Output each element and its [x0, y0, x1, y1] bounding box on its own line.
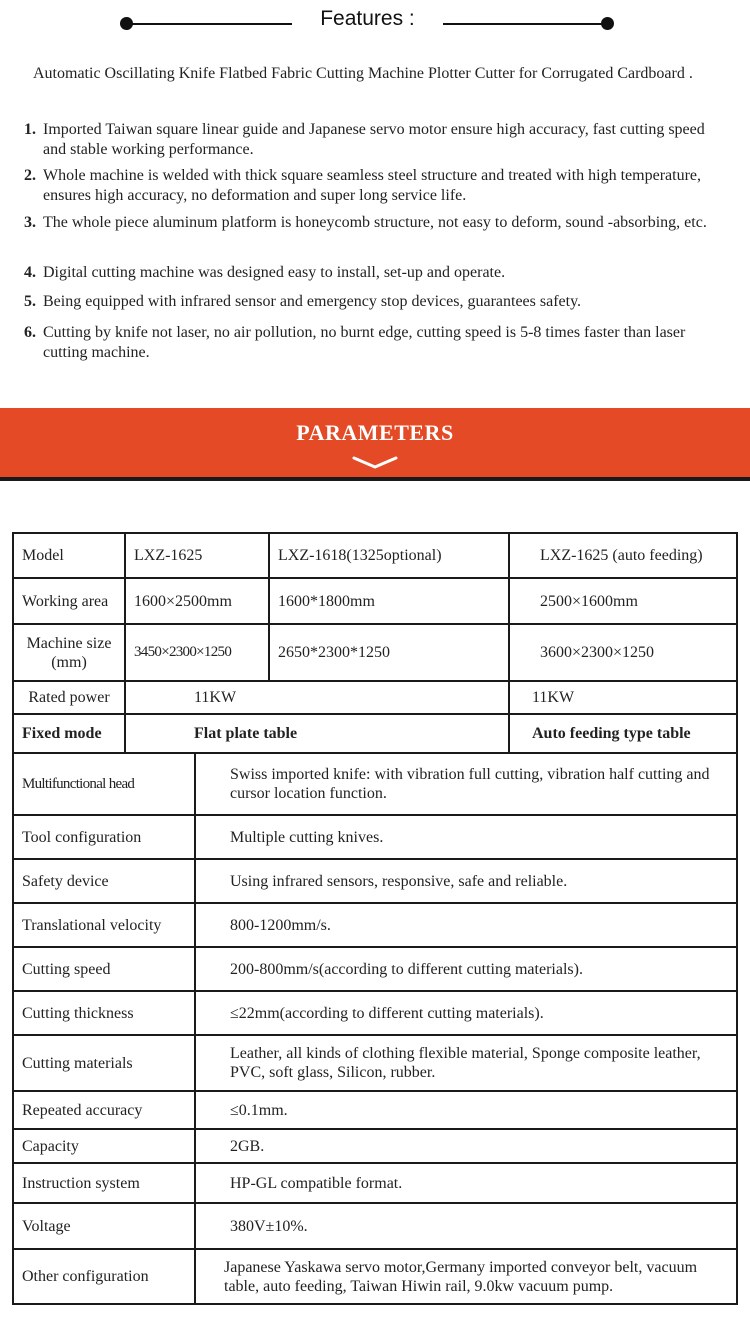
table-cell-label: Model	[12, 532, 126, 579]
feature-item	[24, 120, 724, 160]
table-cell: ≤0.1mm.	[194, 1090, 738, 1130]
table-cell-label: Instruction system	[12, 1162, 196, 1204]
table-cell: 800-1200mm/s.	[194, 902, 738, 948]
bullet-dot-right	[601, 17, 614, 30]
table-cell: HP-GL compatible format.	[194, 1162, 738, 1204]
table-cell: Japanese Yaskawa servo motor,Germany imported conveyor belt, vacuum table, auto feeding, Taiwan Hiwin rail, 9.0kw vacuum pump.	[194, 1248, 738, 1305]
feature-number: 6.	[24, 324, 36, 341]
table-cell-label: Translational velocity	[12, 902, 196, 948]
table-cell: LXZ-1618(1325optional)	[268, 532, 510, 579]
table-cell-label: Voltage	[12, 1202, 196, 1250]
chevron-down-icon	[350, 453, 400, 471]
table-cell: Multiple cutting knives.	[194, 814, 738, 860]
feature-number: 5.	[24, 293, 36, 310]
table-cell: 380V±10%.	[194, 1202, 738, 1250]
features-intro: Automatic Oscillating Knife Flatbed Fabric Cutting Machine Plotter Cutter for Corrugated Cardboard .	[33, 65, 693, 82]
table-cell-label: Repeated accuracy	[12, 1090, 196, 1130]
table-cell: 3450×2300×1250	[124, 623, 270, 682]
feature-item	[24, 166, 724, 206]
table-cell: 2GB.	[194, 1128, 738, 1164]
divider-line-right	[443, 23, 609, 25]
table-cell-label: Tool configuration	[12, 814, 196, 860]
table-cell-label: Multifunctional head	[12, 752, 196, 816]
parameters-banner	[0, 408, 750, 477]
table-cell: LXZ-1625 (auto feeding)	[508, 532, 738, 579]
table-cell: ≤22mm(according to different cutting materials).	[194, 990, 738, 1036]
table-cell: 2500×1600mm	[508, 577, 738, 625]
table-cell-label: Capacity	[12, 1128, 196, 1164]
feature-number: 3.	[24, 214, 36, 231]
feature-number: 2.	[24, 167, 36, 184]
feature-number: 1.	[24, 121, 36, 138]
table-cell-label: Cutting materials	[12, 1034, 196, 1092]
table-cell: Using infrared sensors, responsive, safe and reliable.	[194, 858, 738, 904]
feature-item	[24, 323, 724, 363]
feature-item	[24, 263, 724, 283]
feature-text: Being equipped with infrared sensor and emergency stop devices, guarantees safety.	[43, 293, 582, 310]
table-cell: 3600×2300×1250	[508, 623, 738, 682]
table-cell: Flat plate table	[124, 713, 510, 754]
feature-number: 4.	[24, 264, 36, 281]
feature-item	[24, 292, 724, 312]
table-cell: LXZ-1625	[124, 532, 270, 579]
feature-text: Whole machine is welded with thick square seamless steel structure and treated with high temperature, ensures high accuracy, no deformation and super long service life.	[43, 167, 701, 204]
table-cell: 11KW	[508, 680, 738, 715]
table-cell-label: Cutting speed	[12, 946, 196, 992]
table-cell: 2650*2300*1250	[268, 623, 510, 682]
table-cell-label: Working area	[12, 577, 126, 625]
table-cell: Auto feeding type table	[508, 713, 738, 754]
parameters-title: PARAMETERS	[296, 420, 454, 445]
table-cell: 200-800mm/s(according to different cutting materials).	[194, 946, 738, 992]
feature-text: Digital cutting machine was designed easy to install, set-up and operate.	[43, 264, 506, 281]
table-cell: Swiss imported knife: with vibration full cutting, vibration half cutting and cursor location function.	[194, 752, 738, 816]
table-cell-label: Other configuration	[12, 1248, 196, 1305]
table-cell-label: Machine size (mm)	[12, 623, 126, 682]
banner-divider	[0, 477, 750, 481]
table-cell-label: Rated power	[12, 680, 126, 715]
divider-line-left	[126, 23, 292, 25]
feature-text: Imported Taiwan square linear guide and Japanese servo motor ensure high accuracy, fast cutting speed and stable working performance.	[43, 121, 705, 158]
table-cell-label: Cutting thickness	[12, 990, 196, 1036]
feature-text: The whole piece aluminum platform is honeycomb structure, not easy to deform, sound -absorbing, etc.	[43, 214, 707, 231]
features-title: Features :	[320, 7, 415, 30]
feature-text: Cutting by knife not laser, no air pollution, no burnt edge, cutting speed is 5-8 times faster than laser cutting machine.	[43, 324, 686, 361]
features-header	[0, 0, 750, 48]
table-cell: 1600×2500mm	[124, 577, 270, 625]
table-cell-label: Safety device	[12, 858, 196, 904]
table-cell: Leather, all kinds of clothing flexible material, Sponge composite leather, PVC, soft glass, Silicon, rubber.	[194, 1034, 738, 1092]
table-cell: 11KW	[124, 680, 510, 715]
parameters-table	[12, 532, 738, 1305]
table-cell-label: Fixed mode	[12, 713, 126, 754]
feature-item	[24, 213, 724, 233]
table-cell: 1600*1800mm	[268, 577, 510, 625]
